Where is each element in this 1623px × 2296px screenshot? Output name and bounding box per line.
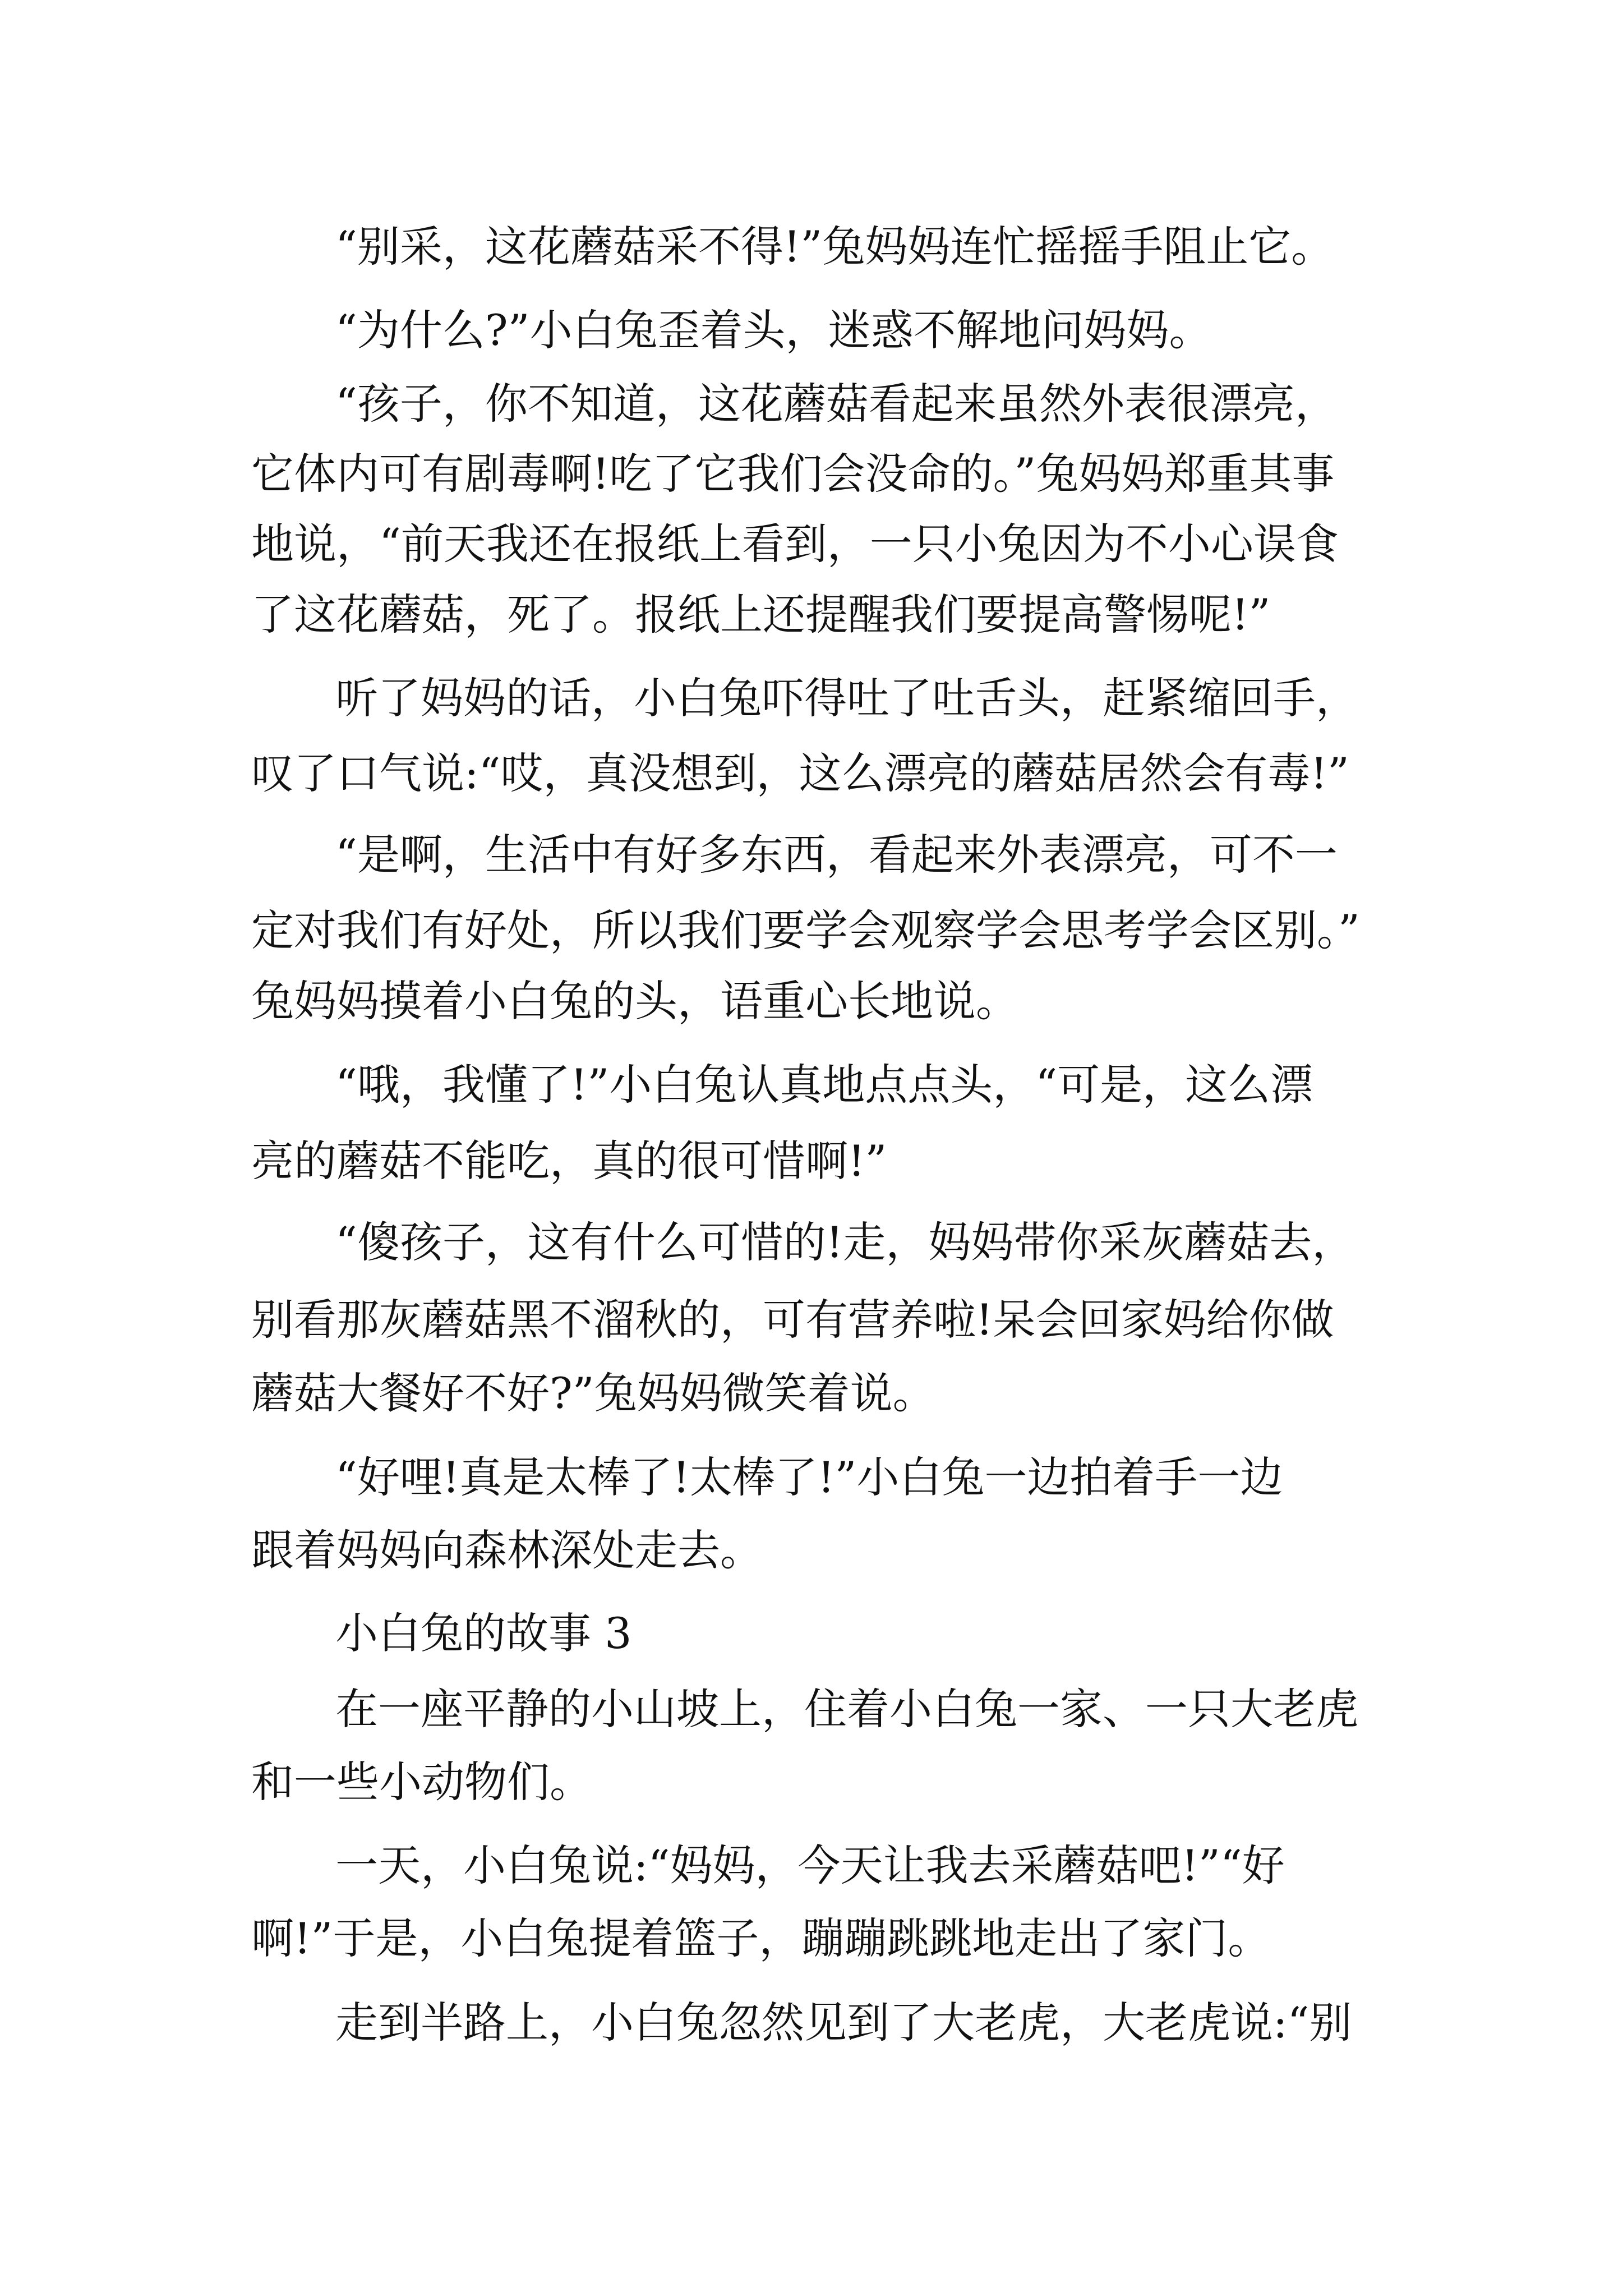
paragraph-line: “孩子，你不知道，这花蘑菇看起来虽然外表很漂亮， (335, 379, 1338, 429)
paragraph-line: 兔妈妈摸着小白兔的头，语重心长地说。 (251, 976, 1018, 1026)
paragraph-line: 地说，“前天我还在报纸上看到，一只小兔因为不小心误食 (251, 519, 1339, 569)
paragraph-line: 啊!”于是，小白兔提着篮子，蹦蹦跳跳地走出了家门。 (251, 1913, 1271, 1963)
paragraph-line: 在一座平静的小山坡上，住着小白兔一家、一只大老虎 (335, 1684, 1358, 1734)
paragraph-line: 跟着妈妈向森林深处走去。 (251, 1525, 763, 1575)
paragraph-line: 亮的蘑菇不能吃，真的很可惜啊!” (251, 1136, 887, 1186)
paragraph-line: 叹了口气说:“哎，真没想到，这么漂亮的蘑菇居然会有毒!” (251, 748, 1349, 798)
paragraph-line: 它体内可有剧毒啊!吃了它我们会没命的。”兔妈妈郑重其事 (251, 449, 1335, 499)
paragraph-line: 听了妈妈的话，小白兔吓得吐了吐舌头，赶紧缩回手， (335, 673, 1358, 723)
paragraph-line: 蘑菇大餐好不好?”兔妈妈微笑着说。 (251, 1368, 935, 1418)
paragraph-line: 了这花蘑菇，死了。报纸上还提醒我们要提高警惕呢!” (251, 590, 1271, 639)
paragraph-line: 别看那灰蘑菇黑不溜秋的，可有营养啦!呆会回家妈给你做 (251, 1295, 1334, 1345)
section-heading: 小白兔的故事 3 (335, 1608, 632, 1658)
paragraph-line: 走到半路上，小白兔忽然见到了大老虎，大老虎说:“别 (335, 1998, 1352, 2047)
paragraph-line: “是啊，生活中有好多东西，看起来外表漂亮，可不一 (335, 830, 1338, 880)
paragraph-line: “傻孩子，这有什么可惜的!走，妈妈带你采灰蘑菇去， (335, 1217, 1355, 1267)
paragraph-line: “好哩!真是太棒了!太棒了!”小白兔一边拍着手一边 (335, 1452, 1283, 1502)
paragraph-line: “哦，我懂了!”小白兔认真地点点头，“可是，这么漂 (335, 1060, 1313, 1110)
paragraph-line: 和一些小动物们。 (251, 1757, 592, 1807)
paragraph-line: “为什么?”小白兔歪着头，迷惑不解地问妈妈。 (335, 305, 1212, 355)
paragraph-line: 一天，小白兔说:“妈妈，今天让我去采蘑菇吧!”“好 (335, 1841, 1285, 1890)
paragraph-line: 定对我们有好处，所以我们要学会观察学会思考学会区别。” (251, 905, 1360, 955)
paragraph-line: “别采，这花蘑菇采不得!”兔妈妈连忙摇摇手阻止它。 (335, 222, 1334, 272)
